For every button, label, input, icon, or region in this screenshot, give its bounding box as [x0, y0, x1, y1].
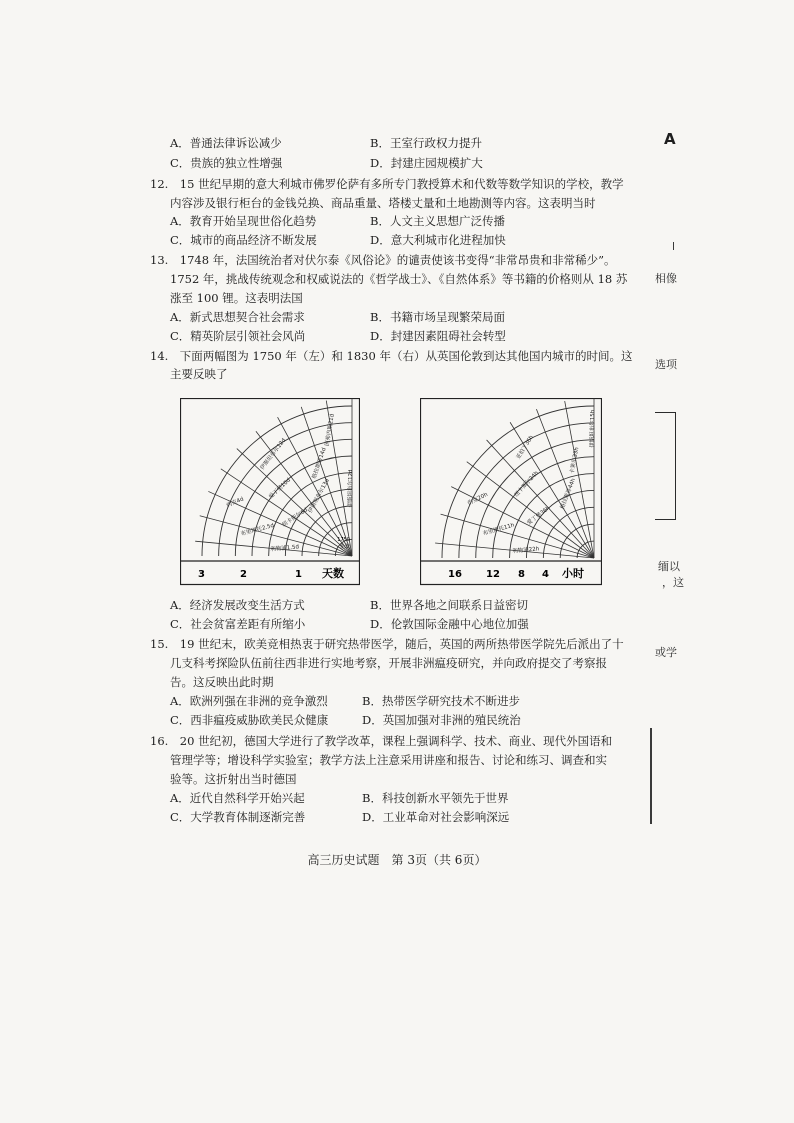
q16-option-c: C．大学教育体制逐渐完善 — [170, 810, 306, 824]
city-label: 约克4d — [225, 496, 245, 510]
chart-1750-center-label-2: 伦敦 — [339, 544, 350, 550]
q12-stem-line2: 内容涉及银行柜台的金钱兑换、商品重量、塔楼丈量和土地勘测等内容。这表明当时 — [170, 196, 596, 210]
city-label: 亚伯丁36h — [515, 434, 535, 461]
q12-option-b: B．人文主义思想广泛传播 — [370, 214, 505, 228]
q13-stem-line2: 1752 年，挑战传统观念和权威说法的《哲学战士》、《自然体系》等书籍的价格则从 18 苏 — [170, 272, 628, 286]
q14-stem-line1: 14. 下面两幅图为 1750 年（左）和 1830 年（右）从英国伦敦到达其他国内城市的时间。这 — [150, 349, 633, 363]
axis-tick-label: 2 — [240, 569, 247, 580]
paper-version-letter: A — [664, 130, 676, 148]
city-ray — [237, 449, 352, 556]
city-label: 伊斯坦布尔15h — [590, 409, 596, 448]
q12-stem-line1: 12. 15 世纪早期的意大利城市佛罗伦萨有多所专门教授算术和代数等数学知识的学校，教学 — [150, 177, 624, 191]
axis-tick-label: 4 — [542, 569, 549, 580]
chart-1830-frame — [421, 399, 602, 585]
axis-tick-label: 3 — [198, 569, 205, 580]
q14-option-a: A．经济发展改变生活方式 — [170, 598, 305, 612]
axis-tick-label: 1 — [295, 569, 302, 580]
q15-stem-line1: 15. 19 世纪末，欧美竞相热衷于研究热带医学，随后，英国的两所热带医学院先后派出了十 — [150, 637, 624, 651]
q16-option-a: A．近代自然科学开始兴起 — [170, 791, 305, 805]
city-label: 格拉斯哥44h — [559, 477, 578, 511]
q13-stem-line3: 涨至 100 锂。这表明法国 — [170, 291, 303, 305]
chart-1830 — [420, 398, 602, 586]
prev-option-a: A．普通法律诉讼减少 — [170, 136, 282, 150]
bleed-text-3: 缅以 — [658, 560, 680, 573]
chart-1750-unit: 天数 — [322, 567, 344, 580]
axis-tick-label: 8 — [518, 569, 525, 580]
axis-tick-label: 12 — [486, 569, 500, 580]
q15-stem-line2: 几支科考探险队伍前往西非进行实地考察，开展非洲瘟疫研究，并向政府提交了考察报 — [170, 656, 607, 670]
city-label: 伊斯坦布尔13d — [307, 477, 331, 515]
city-label: 纽卡斯尔6d — [281, 507, 309, 529]
q12-option-c: C．城市的商品经济不断发展 — [170, 233, 317, 247]
q12-option-a: A．教育开始呈现世俗化趋势 — [170, 214, 317, 228]
q16-stem-line3: 验等。这折射出当时德国 — [170, 772, 297, 786]
scan-margin-line — [650, 728, 652, 824]
city-label: 纽卡斯尔24h — [513, 470, 540, 499]
chart-1750 — [180, 398, 360, 586]
city-label: 卡莱尔33h — [569, 446, 581, 475]
prev-option-c: C．贵族的独立性增强 — [170, 156, 283, 170]
city-label: 利物浦22h — [512, 546, 540, 555]
q13-option-b: B．书籍市场呈现繁荣局面 — [370, 310, 505, 324]
city-label: 爱丁堡10d — [268, 477, 292, 501]
q15-stem-line3: 告。这反映出此时期 — [170, 675, 274, 689]
q14-option-c: C．社会贫富差距有所缩小 — [170, 617, 306, 631]
scan-dot — [673, 242, 674, 250]
q14-option-b: B．世界各地之间联系日益密切 — [370, 598, 528, 612]
chart-arc — [235, 439, 352, 556]
bleed-text-2: 选项 — [655, 358, 677, 371]
city-label: 伊斯坦布尔12d — [259, 437, 288, 472]
q14-option-d: D．伦敦国际金融中心地位加强 — [370, 617, 529, 631]
city-label: 伊斯坦布尔12d — [348, 469, 354, 508]
chart-1830-unit: 小时 — [562, 567, 584, 580]
city-label: 利物浦1.5d — [270, 544, 300, 553]
q15-option-d: D．英国加强对非洲的殖民统治 — [362, 713, 521, 727]
bleed-table-frame — [655, 412, 676, 520]
q13-option-a: A．新式思想契合社会需求 — [170, 310, 305, 324]
axis-tick-label: 16 — [448, 569, 462, 580]
city-label: 布里斯托2.5d — [240, 522, 275, 538]
q12-option-d: D．意大利城市化进程加快 — [370, 233, 506, 247]
q15-option-c: C．西非瘟疫威胁欧美民众健康 — [170, 713, 329, 727]
q16-stem-line2: 管理学等；增设科学实验室；教学方法上注意采用讲座和报告、讨论和练习、调查和实 — [170, 753, 607, 767]
q16-stem-line1: 16. 20 世纪初，德国大学进行了教学改革，课程上强调科学、技术、商业、现代外国语和 — [150, 734, 613, 748]
city-label: 爱丁堡36h — [526, 505, 552, 527]
q13-stem-line1: 13. 1748 年，法国统治者对伏尔泰《风俗论》的谴责使该书变得“非常昂贵和非常稀少”。 — [150, 253, 616, 267]
city-label: 格拉斯哥14d — [311, 447, 328, 480]
prev-option-d: D．封建庄园规模扩大 — [370, 156, 483, 170]
city-ray — [536, 409, 594, 558]
bleed-text-1: 相像 — [655, 272, 677, 285]
q15-option-b: B．热带医学研究技术不断进步 — [362, 694, 520, 708]
q14-stem-line2: 主要反映了 — [170, 367, 228, 381]
page-footer: 高三历史试题 第 3页（共 6页） — [307, 853, 487, 867]
q13-option-d: D．封建因素阻碍社会转型 — [370, 329, 506, 343]
chart-arc — [493, 457, 594, 558]
prev-option-b: B．王室行政权力提升 — [370, 136, 482, 150]
bleed-text-4: ，这 — [662, 576, 684, 589]
chart-1750-center-label: 1750 — [337, 537, 350, 543]
q15-option-a: A．欧洲列强在非洲的竞争激烈 — [170, 694, 328, 708]
city-label: 因弗内斯21d — [324, 413, 336, 447]
q16-option-b: B．科技创新水平领先于世界 — [362, 791, 509, 805]
q16-option-d: D．工业革命对社会影响深远 — [362, 810, 510, 824]
city-label: 约克20h — [467, 491, 489, 507]
q13-option-c: C．精英阶层引领社会风尚 — [170, 329, 306, 343]
bleed-text-5: 或学 — [655, 646, 677, 659]
city-label: 布里斯托11h — [482, 522, 516, 538]
